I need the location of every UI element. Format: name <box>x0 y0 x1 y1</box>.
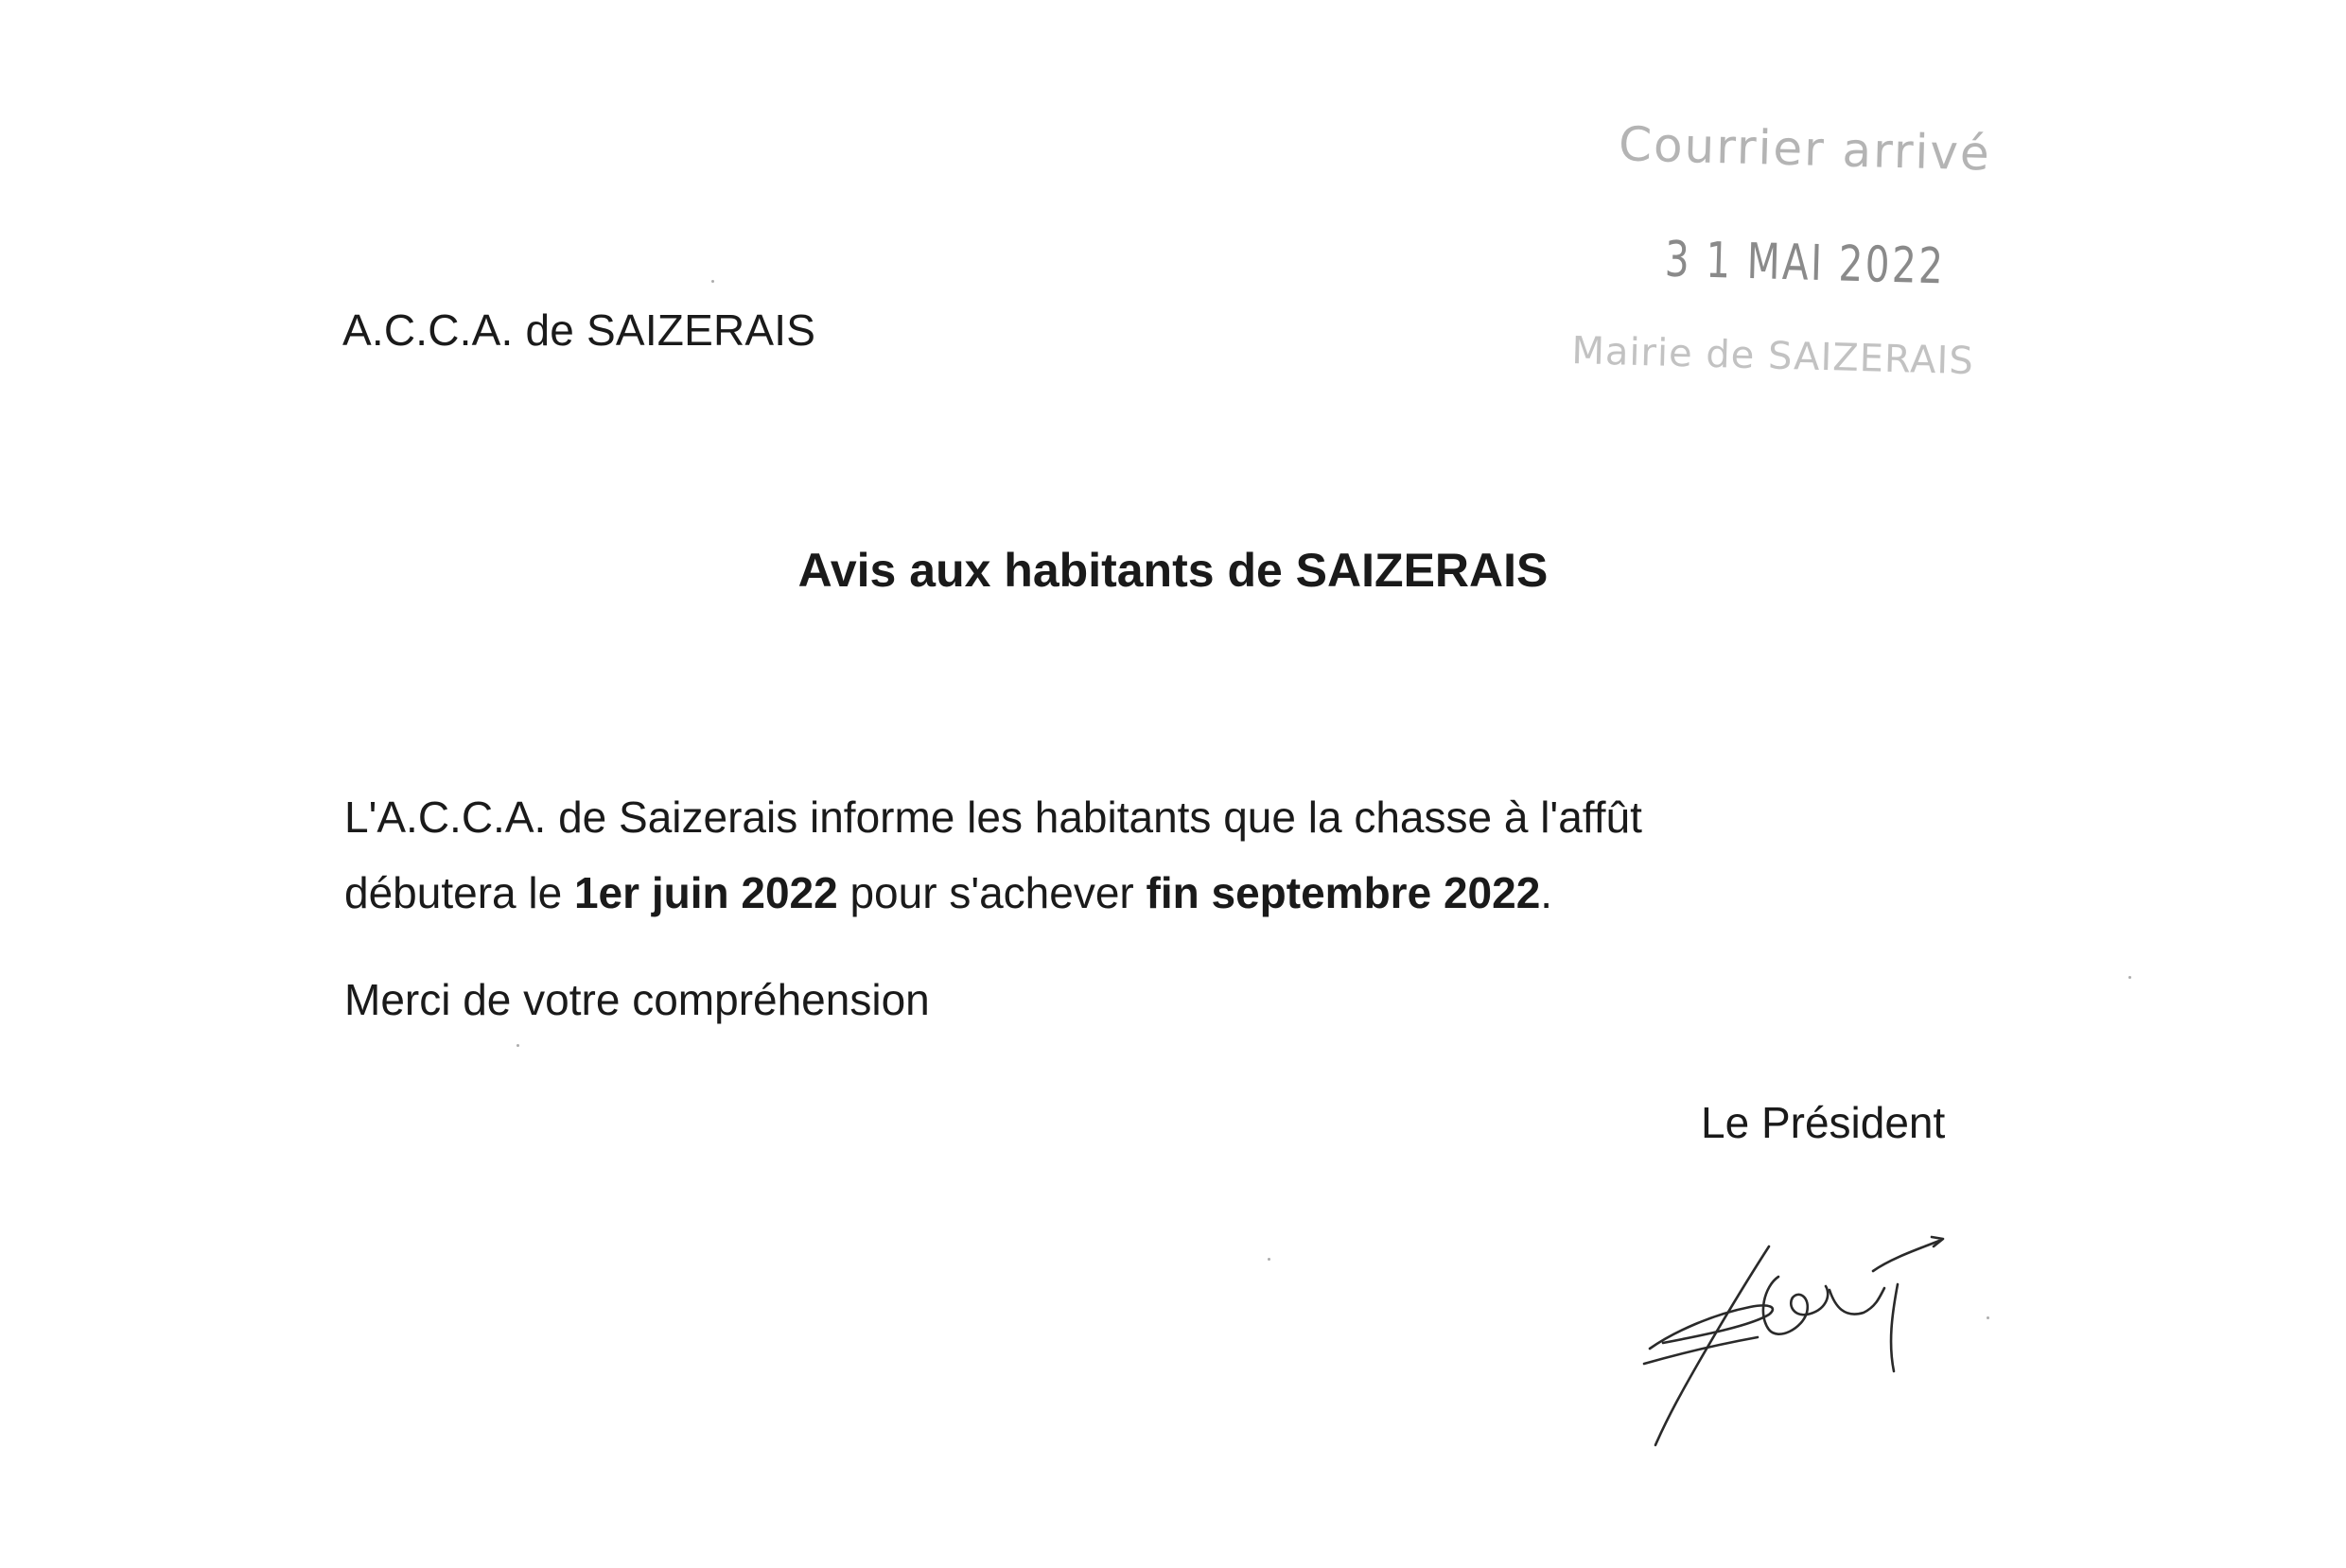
body-line-2-suffix: . <box>1540 868 1553 917</box>
handwritten-signature <box>1637 1220 1958 1456</box>
body-line-1: L'A.C.C.A. de Saizerais informe les habitants que la chasse à l'affût <box>344 793 1642 842</box>
scan-speck <box>2128 976 2131 979</box>
scan-speck <box>711 280 714 283</box>
body-line-2 <box>344 855 1952 931</box>
scan-speck <box>516 1044 519 1047</box>
scan-speck <box>1987 1316 1989 1319</box>
notice-body <box>344 779 1952 931</box>
body-line-2-middle: pour s'achever <box>837 868 1147 917</box>
stamp-received-label: Courrier arrivé <box>1618 116 1992 182</box>
stamp-date: 3 1 MAI 2022 <box>1664 231 1946 296</box>
body-line-2-prefix: débutera le <box>344 868 574 917</box>
stamp-town-hall: Mairie de SAIZERAIS <box>1570 329 1975 384</box>
closing-line: Merci de votre compréhension <box>344 975 930 1024</box>
end-date: fin septembre 2022 <box>1146 868 1541 917</box>
notice-title: Avis aux habitants de SAIZERAIS <box>797 544 1549 597</box>
scan-speck <box>1268 1258 1270 1261</box>
start-date: 1er juin 2022 <box>573 868 838 917</box>
sender-heading: A.C.C.A. de SAIZERAIS <box>342 305 816 355</box>
received-stamp <box>1557 108 2019 412</box>
signer-title: Le Président <box>1701 1098 1946 1147</box>
